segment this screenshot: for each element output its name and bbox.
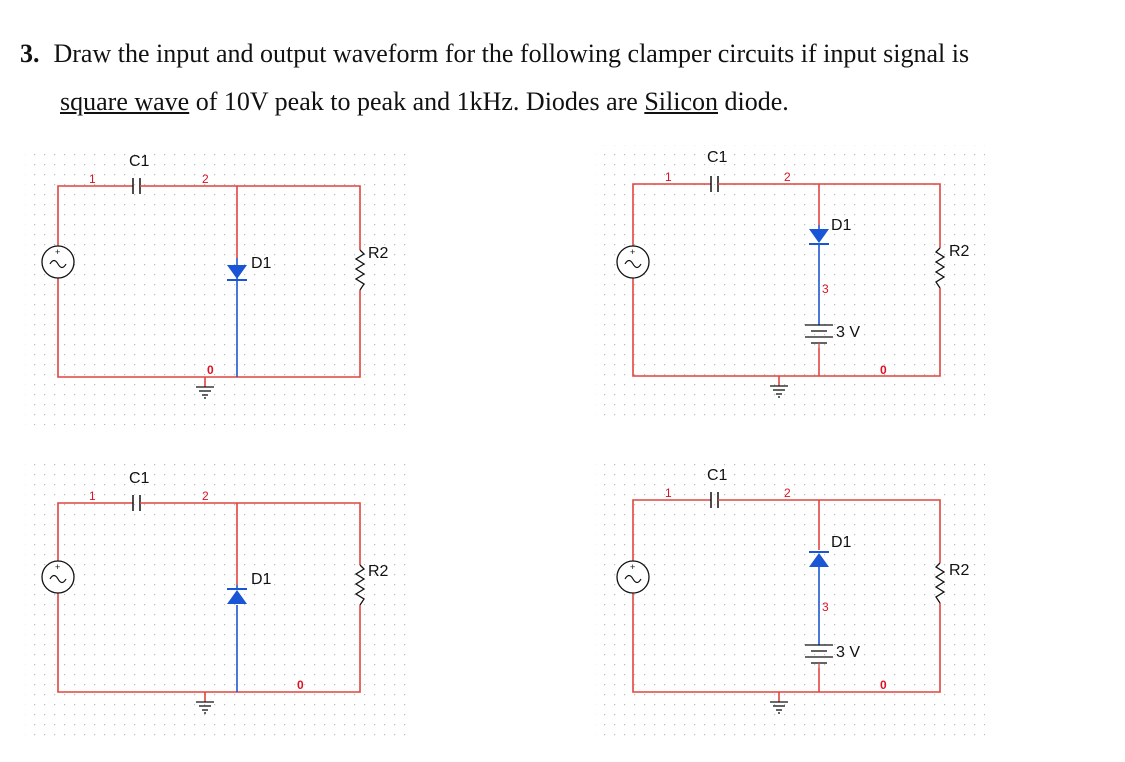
question-number: 3. — [20, 39, 40, 68]
grid-panel-4 — [595, 462, 985, 740]
svg-text:+: + — [630, 247, 636, 257]
node-1-label: 1 — [89, 489, 96, 503]
d1-label: D1 — [251, 255, 272, 272]
question-line-2-mid: of 10V peak to peak and 1kHz. Diodes are — [189, 87, 645, 116]
grid-panel-1 — [25, 150, 410, 425]
d1-label: D1 — [831, 217, 852, 234]
r2-label: R2 — [949, 243, 970, 260]
ground-node-label: 0 — [880, 363, 887, 377]
grid-panel-2 — [595, 145, 985, 420]
ac-source-icon — [42, 561, 74, 593]
node-1-label: 1 — [665, 170, 672, 184]
ground-node-label: 0 — [297, 678, 304, 692]
svg-text:+: + — [55, 247, 61, 257]
d1-label: D1 — [831, 534, 852, 551]
c1-label: C1 — [129, 153, 150, 170]
node-1-label: 1 — [665, 486, 672, 500]
c1-label: C1 — [707, 149, 728, 166]
node-2-label: 2 — [784, 486, 791, 500]
battery-voltage-label: 3 V — [836, 644, 861, 661]
c1-label: C1 — [707, 467, 728, 484]
node-3-label: 3 — [822, 282, 829, 296]
question-line-1: Draw the input and output waveform for the following clamper circuits if input signal is — [53, 39, 970, 68]
ac-source-icon — [617, 246, 649, 278]
node-2-label: 2 — [784, 170, 791, 184]
d1-label: D1 — [251, 571, 272, 588]
svg-text:+: + — [55, 562, 61, 572]
r2-label: R2 — [368, 563, 389, 580]
r2-label: R2 — [949, 562, 970, 579]
square-wave-term: square wave — [60, 87, 190, 116]
node-2-label: 2 — [202, 172, 209, 186]
r2-label: R2 — [368, 245, 389, 262]
ground-node-label: 0 — [880, 678, 887, 692]
ground-node-label: 0 — [207, 363, 214, 377]
ac-source-icon — [42, 246, 74, 278]
svg-text:+: + — [630, 562, 636, 572]
ac-source-icon — [617, 561, 649, 593]
node-1-label: 1 — [89, 172, 96, 186]
silicon-term: Silicon — [644, 87, 718, 116]
battery-voltage-label: 3 V — [836, 324, 861, 341]
node-3-label: 3 — [822, 600, 829, 614]
node-2-label: 2 — [202, 489, 209, 503]
question-line-2-end: diode. — [718, 87, 789, 116]
c1-label: C1 — [129, 470, 150, 487]
